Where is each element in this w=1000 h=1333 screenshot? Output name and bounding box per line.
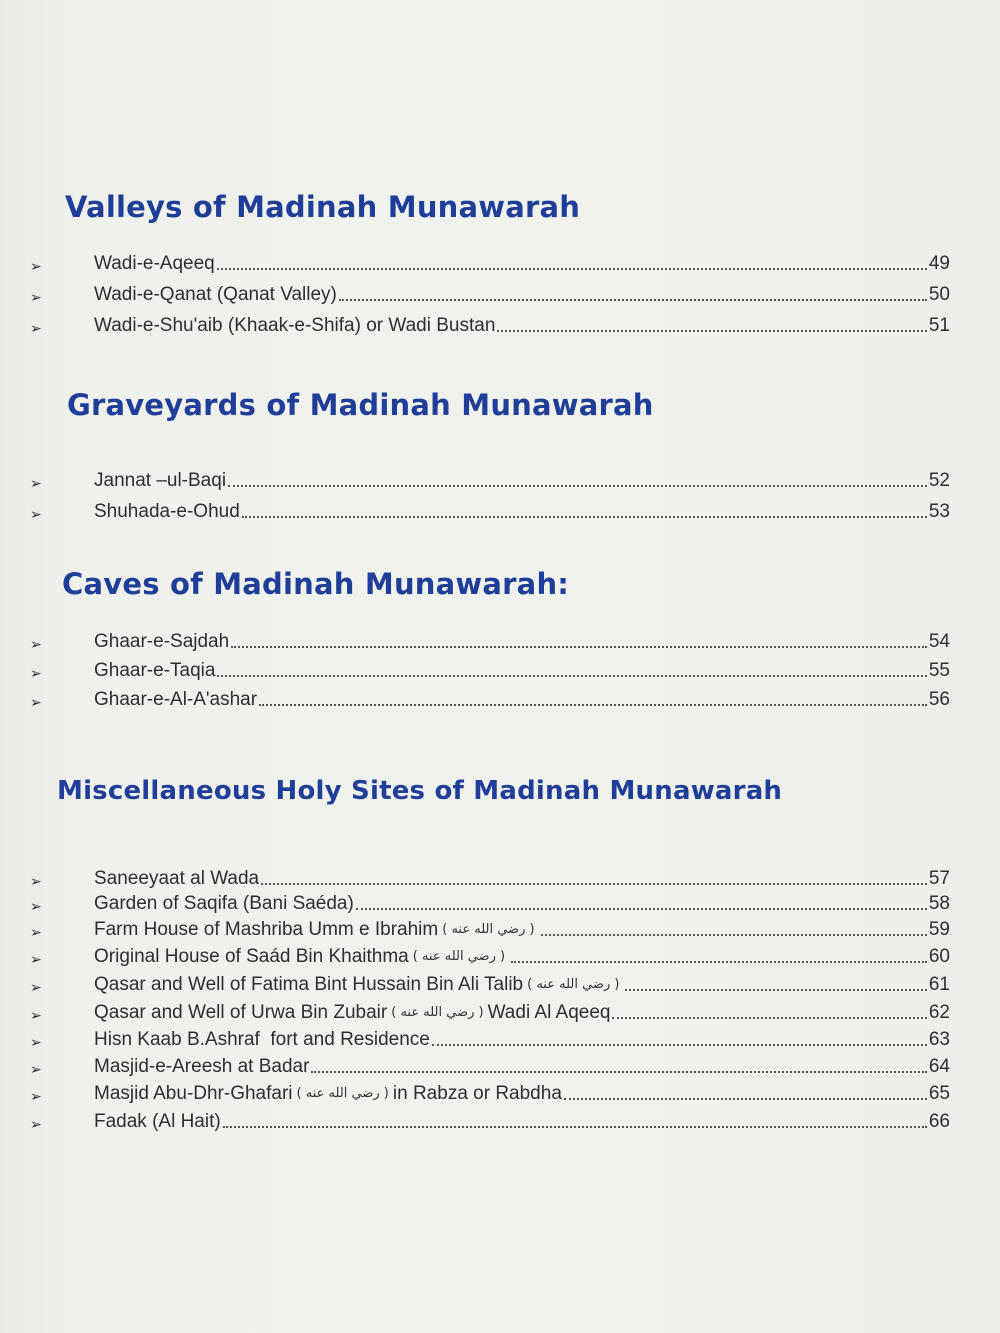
dot-leader: [217, 268, 927, 270]
arabic-honorific: ( رضي الله عنه ): [442, 922, 535, 937]
toc-entry[interactable]: [30, 654, 950, 682]
dot-leader: [541, 934, 927, 936]
toc-entry[interactable]: [30, 464, 950, 492]
page-number: 64: [928, 1056, 950, 1077]
page-number: 51: [928, 315, 950, 336]
toc-entry[interactable]: [30, 1077, 950, 1105]
section-heading-miscellaneous: Miscellaneous Holy Sites of Madinah Munawarah: [57, 776, 783, 806]
entry-title: Ghaar-e-Taqia: [94, 660, 216, 681]
entry-title-suffix: in Rabza or Rabdha: [392, 1083, 562, 1104]
section-heading-caves: Caves of Madinah Munawarah:: [62, 567, 570, 601]
arrow-bullet-icon: ➢: [30, 924, 42, 940]
section-heading-graveyards: Graveyards of Madinah Munawarah: [67, 388, 654, 422]
page-number: 49: [928, 253, 950, 274]
page-number: 50: [928, 284, 950, 305]
arrow-bullet-icon: ➢: [30, 1116, 42, 1132]
dot-leader: [497, 330, 926, 332]
entry-title: Hisn Kaab B.Ashraf fort and Residence: [94, 1029, 430, 1050]
page-number: 58: [928, 893, 950, 914]
entry-title: Farm House of Mashriba Umm e Ibrahim: [94, 919, 439, 940]
section-heading-valleys: Valleys of Madinah Munawarah: [65, 190, 581, 224]
entry-title: Masjid-e-Areesh at Badar: [94, 1056, 310, 1077]
arabic-honorific: ( رضي الله عنه ): [391, 1005, 484, 1020]
page-number: 56: [928, 689, 950, 710]
toc-entry[interactable]: [30, 996, 950, 1024]
dot-leader: [612, 1017, 926, 1019]
page-number: 66: [928, 1111, 950, 1132]
toc-entry[interactable]: [30, 683, 950, 711]
dot-leader: [217, 675, 926, 677]
entry-title: Wadi-e-Qanat (Qanat Valley): [94, 284, 337, 305]
page-number: 63: [928, 1029, 950, 1050]
toc-entry[interactable]: [30, 309, 950, 337]
arabic-honorific: ( رضي الله عنه ): [412, 949, 506, 964]
page-number: 54: [928, 631, 950, 652]
arrow-bullet-icon: ➢: [30, 475, 42, 491]
arrow-bullet-icon: ➢: [30, 694, 42, 710]
toc-entry[interactable]: [30, 1105, 950, 1133]
entry-title: Original House of Saád Bin Khaithma: [94, 946, 409, 967]
page-number: 57: [928, 868, 950, 889]
entry-title: Masjid Abu-Dhr-Ghafari: [94, 1083, 293, 1104]
entry-title: Ghaar-e-Al-A'ashar: [94, 689, 258, 710]
arrow-bullet-icon: ➢: [30, 898, 42, 914]
arabic-honorific: ( رضي الله عنه ): [296, 1086, 389, 1101]
page-number: 59: [928, 919, 950, 940]
page-number: 61: [928, 974, 950, 995]
entry-title: Shuhada-e-Ohud: [94, 501, 240, 522]
toc-entry[interactable]: [30, 278, 950, 306]
dot-leader: [223, 1126, 927, 1128]
entry-title: Jannat –ul-Baqi: [94, 470, 227, 491]
dot-leader: [261, 883, 927, 885]
entry-title-suffix: Wadi Al Aqeeq: [487, 1002, 611, 1023]
entry-title: Qasar and Well of Urwa Bin Zubair: [94, 1002, 388, 1023]
toc-entry[interactable]: [30, 887, 950, 915]
page-number: 52: [928, 470, 950, 491]
dot-leader: [231, 646, 927, 648]
toc-entry[interactable]: [30, 862, 950, 890]
toc-entry[interactable]: [30, 940, 950, 968]
toc-entry[interactable]: [30, 968, 950, 996]
entry-title: Qasar and Well of Fatima Bint Hussain Bin Ali Talib: [94, 974, 524, 995]
arrow-bullet-icon: ➢: [30, 979, 42, 995]
toc-entry[interactable]: [30, 247, 950, 275]
dot-leader: [356, 908, 927, 910]
arrow-bullet-icon: ➢: [30, 1007, 42, 1023]
arrow-bullet-icon: ➢: [30, 320, 42, 336]
arrow-bullet-icon: ➢: [30, 506, 42, 522]
page-number: 62: [928, 1002, 950, 1023]
page-number: 60: [928, 946, 950, 967]
toc-entry[interactable]: [30, 1023, 950, 1051]
dot-leader: [311, 1071, 926, 1073]
toc-entry[interactable]: [30, 913, 950, 941]
arrow-bullet-icon: ➢: [30, 1061, 42, 1077]
toc-entry[interactable]: [30, 625, 950, 653]
arrow-bullet-icon: ➢: [30, 873, 42, 889]
arrow-bullet-icon: ➢: [30, 1034, 42, 1050]
entry-title: Garden of Saqifa (Bani Saéda): [94, 893, 354, 914]
page-number: 53: [928, 501, 950, 522]
toc-entry[interactable]: [30, 495, 950, 523]
page-number: 55: [928, 660, 950, 681]
arrow-bullet-icon: ➢: [30, 636, 42, 652]
arrow-bullet-icon: ➢: [30, 289, 42, 305]
toc-entry[interactable]: [30, 1050, 950, 1078]
entry-title: Ghaar-e-Sajdah: [94, 631, 230, 652]
dot-leader: [228, 485, 927, 487]
dot-leader: [432, 1044, 927, 1046]
arrow-bullet-icon: ➢: [30, 951, 42, 967]
dot-leader: [625, 989, 926, 991]
arrow-bullet-icon: ➢: [30, 1088, 42, 1104]
dot-leader: [511, 961, 927, 963]
arrow-bullet-icon: ➢: [30, 258, 42, 274]
page-number: 65: [928, 1083, 950, 1104]
dot-leader: [242, 516, 927, 518]
entry-title: Fadak (Al Hait): [94, 1111, 221, 1132]
dot-leader: [339, 299, 927, 301]
entry-title: Wadi-e-Shu'aib (Khaak-e-Shifa) or Wadi Bustan: [94, 315, 496, 336]
dot-leader: [259, 704, 927, 706]
entry-title: Wadi-e-Aqeeq: [94, 253, 215, 274]
entry-title: Saneeyaat al Wada: [94, 868, 260, 889]
arrow-bullet-icon: ➢: [30, 665, 42, 681]
dot-leader: [564, 1098, 927, 1100]
arabic-honorific: ( رضي الله عنه ): [527, 977, 620, 992]
